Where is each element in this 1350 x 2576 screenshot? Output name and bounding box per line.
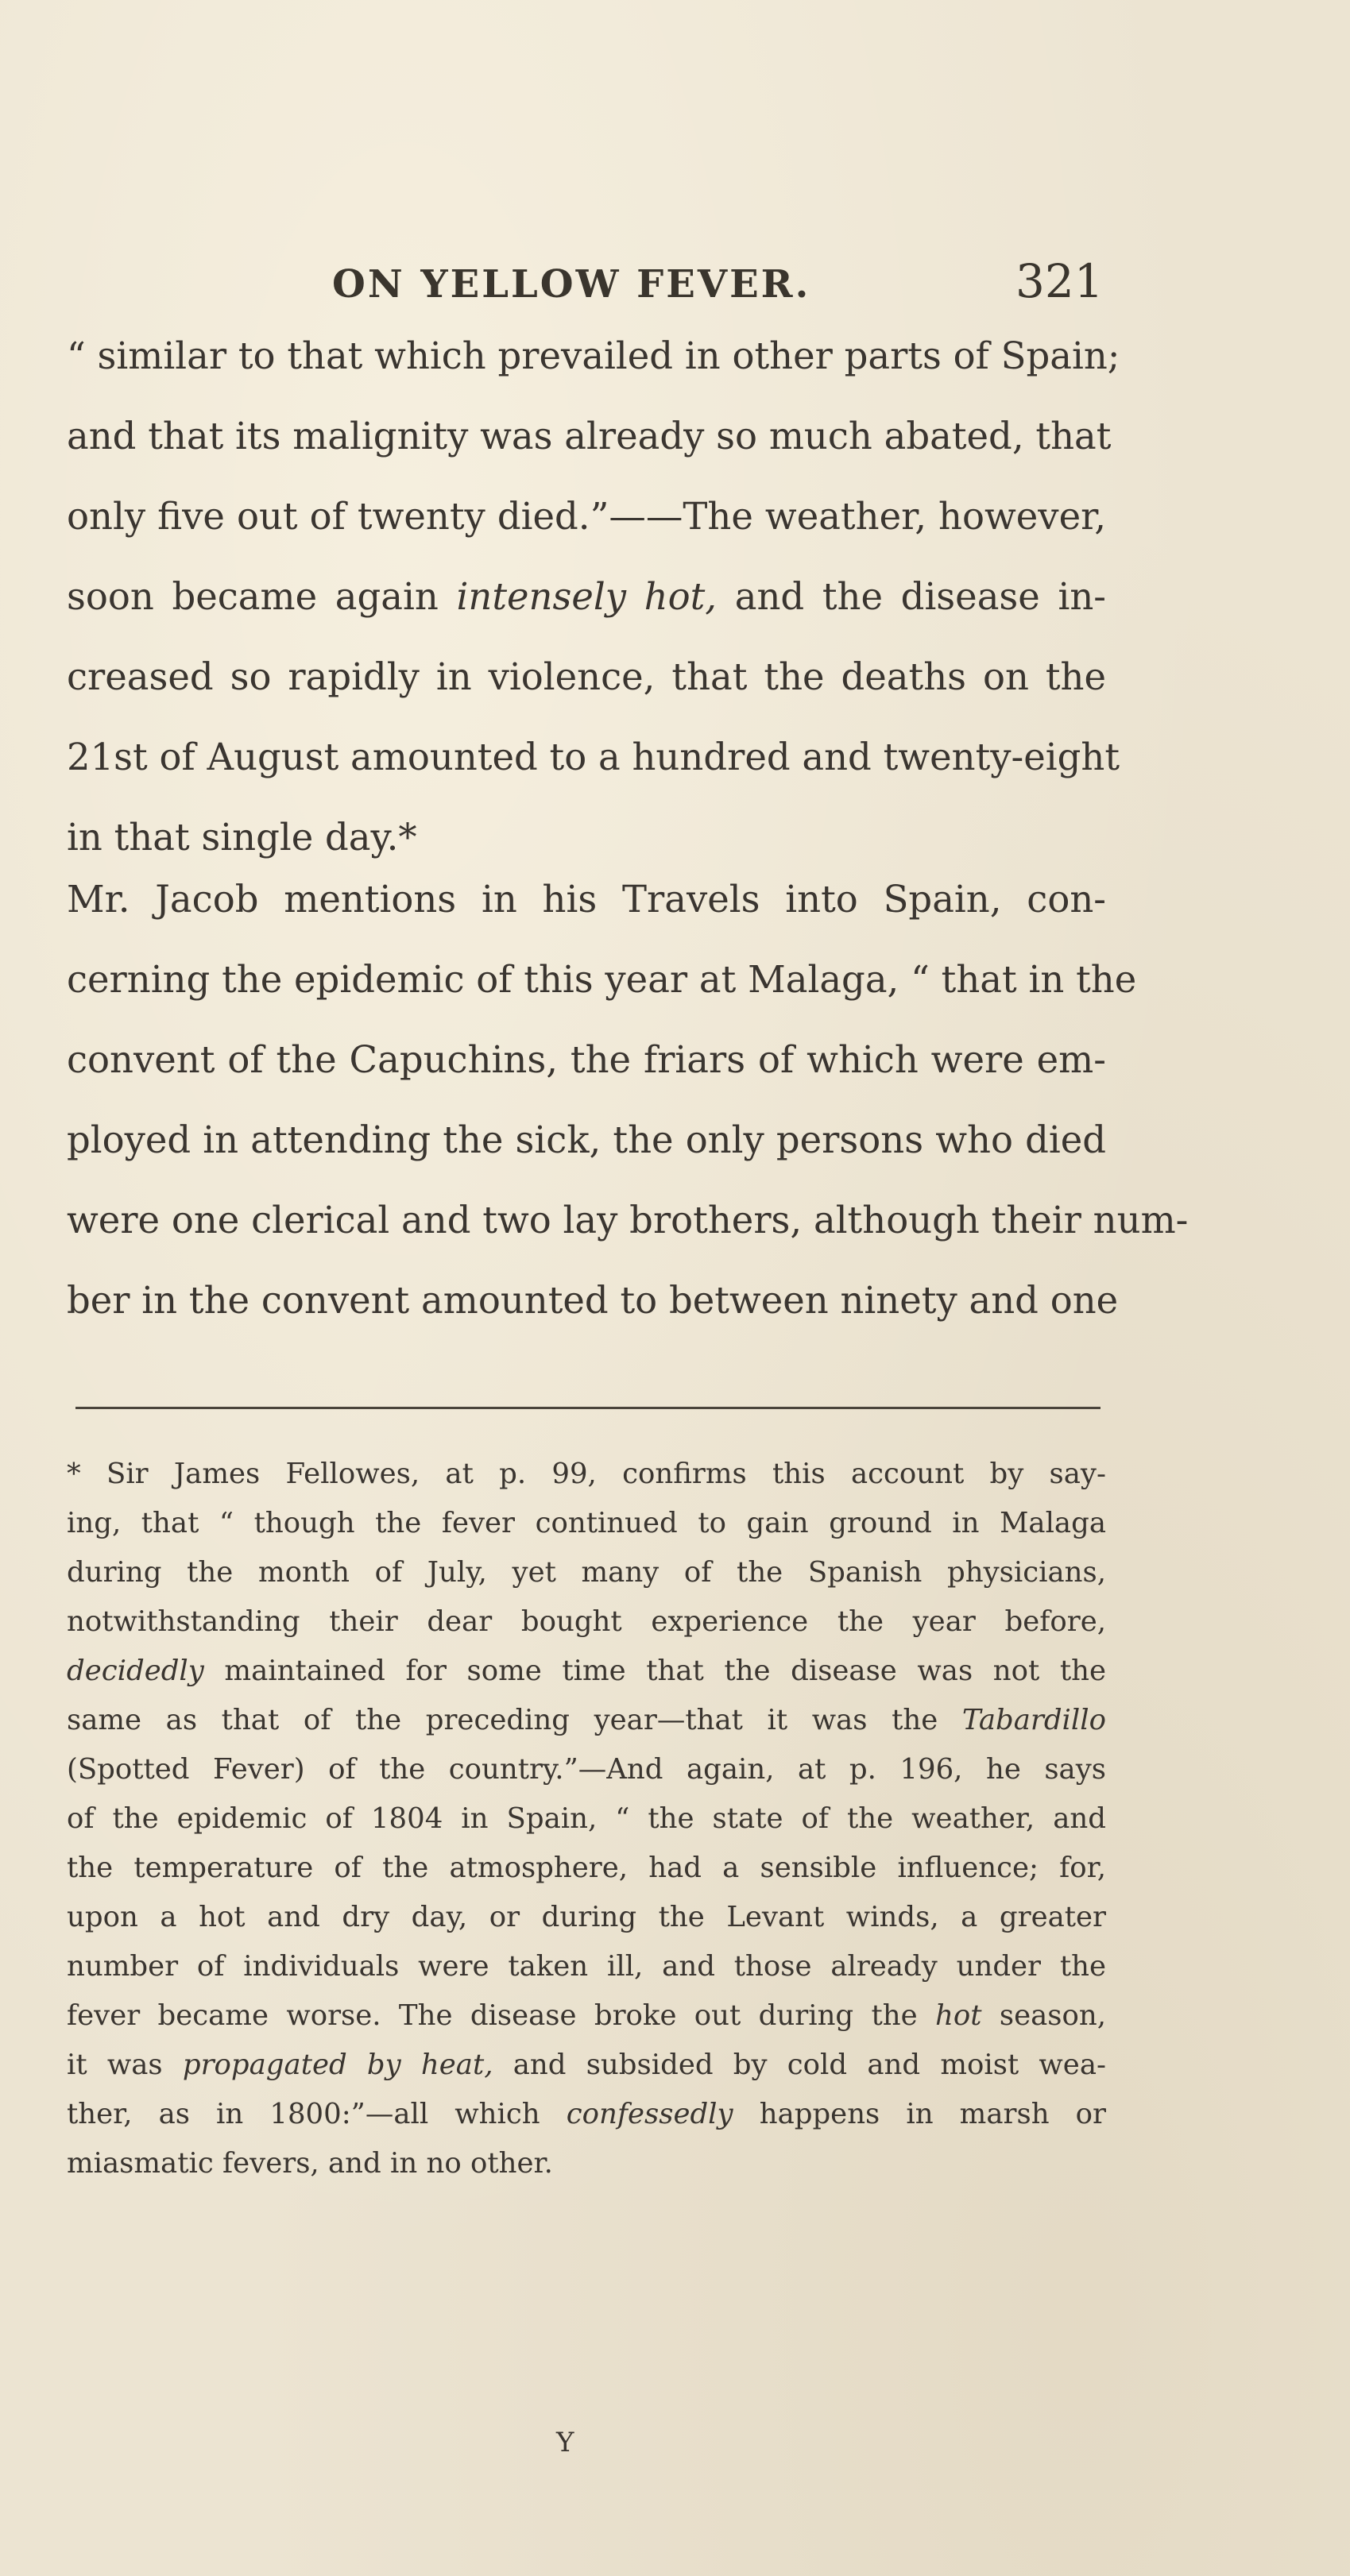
footnote-line — [67, 1647, 1106, 1696]
footnote-text: it was — [67, 2049, 183, 2081]
footnote-line: (Spotted Fever) of the country.”—And again, at p. 196, he says — [67, 1753, 1106, 1786]
footnote-line: during the month of July, yet many of the Spanish physicians, — [67, 1556, 1106, 1589]
footnote-line: upon a hot and dry day, or during the Levant winds, a greater — [67, 1901, 1106, 1933]
footnote-text: happens in marsh or — [733, 2098, 1106, 2130]
paragraph-2-line: ber in the convent amounted to between ninety and one — [67, 1279, 1119, 1322]
paragraph-1-line — [67, 557, 1106, 637]
footnote — [67, 1450, 1106, 2188]
paragraph-1-text: intensely hot, — [456, 575, 718, 618]
footnote-line — [67, 1696, 1106, 1745]
footnote-line — [67, 2090, 1106, 2139]
paragraph-1-text: and the disease in- — [717, 575, 1106, 618]
signature-mark: Y — [556, 2427, 574, 2458]
footnote-text: fever became worse. The disease broke out during the — [67, 1999, 935, 2032]
footnote-text: confessedly — [566, 2098, 733, 2130]
footnote-line — [67, 2041, 1106, 2090]
footnote-line — [67, 1991, 1106, 2041]
footnote-text: and subsided by cold and moist wea- — [493, 2049, 1106, 2081]
footnote-text: maintained for some time that the disease was not the — [203, 1655, 1106, 1687]
footnote-line: the temperature of the atmosphere, had a sensible influence; for, — [67, 1852, 1106, 1884]
footnote-line: * Sir James Fellowes, at p. 99, confirms this account by say- — [67, 1458, 1106, 1490]
paragraph-1-line: and that its malignity was already so much abated, that — [67, 415, 1112, 458]
paragraph-1-line: only five out of twenty died.”——The weather, however, — [67, 495, 1106, 538]
paragraph-2-line: Mr. Jacob mentions in his Travels into Spain, con- — [67, 878, 1106, 921]
paragraph-1 — [67, 316, 1120, 878]
footnote-line: notwithstanding their dear bought experience the year before, — [67, 1605, 1106, 1638]
paragraph-2 — [67, 859, 1189, 1341]
footnote-text: Tabardillo — [961, 1704, 1106, 1736]
footnote-text: same as that of the preceding year—that it was the — [67, 1704, 962, 1736]
footnote-text: hot — [935, 1999, 982, 2032]
footnote-text: ther, as in 1800:”—all which — [67, 2098, 567, 2130]
paragraph-2-line: were one clerical and two lay brothers, although their num- — [67, 1199, 1189, 1242]
paragraph-1-line: in that single day.* — [67, 816, 417, 859]
paragraph-1-text: soon became again — [67, 575, 457, 618]
footnote-text: decidedly — [67, 1655, 204, 1687]
page-number: 321 — [1015, 254, 1104, 308]
running-title: ON YELLOW FEVER. — [332, 262, 811, 307]
footnote-rule — [75, 1407, 1101, 1409]
running-head — [0, 254, 1350, 326]
paragraph-2-line: convent of the Capuchins, the friars of which were em- — [67, 1038, 1106, 1081]
paragraph-1-line: 21st of August amounted to a hundred and twenty-eight — [67, 736, 1120, 778]
footnote-text: season, — [981, 1999, 1106, 2032]
paragraph-1-line: creased so rapidly in violence, that the deaths on the — [67, 655, 1106, 698]
footnote-text: propagated by heat, — [182, 2049, 493, 2081]
paragraph-2-line: ployed in attending the sick, the only persons who died — [67, 1118, 1106, 1161]
paragraph-2-line: cerning the epidemic of this year at Malaga, “ that in the — [67, 958, 1137, 1001]
footnote-line: of the epidemic of 1804 in Spain, “ the state of the weather, and — [67, 1802, 1106, 1835]
paragraph-1-line: “ similar to that which prevailed in other parts of Spain; — [67, 334, 1120, 377]
footnote-line: ing, that “ though the fever continued to gain ground in Malaga — [67, 1507, 1106, 1539]
footnote-line: number of individuals were taken ill, and those already under the — [67, 1950, 1106, 1983]
footnote-line: miasmatic fevers, and in no other. — [67, 2147, 553, 2180]
